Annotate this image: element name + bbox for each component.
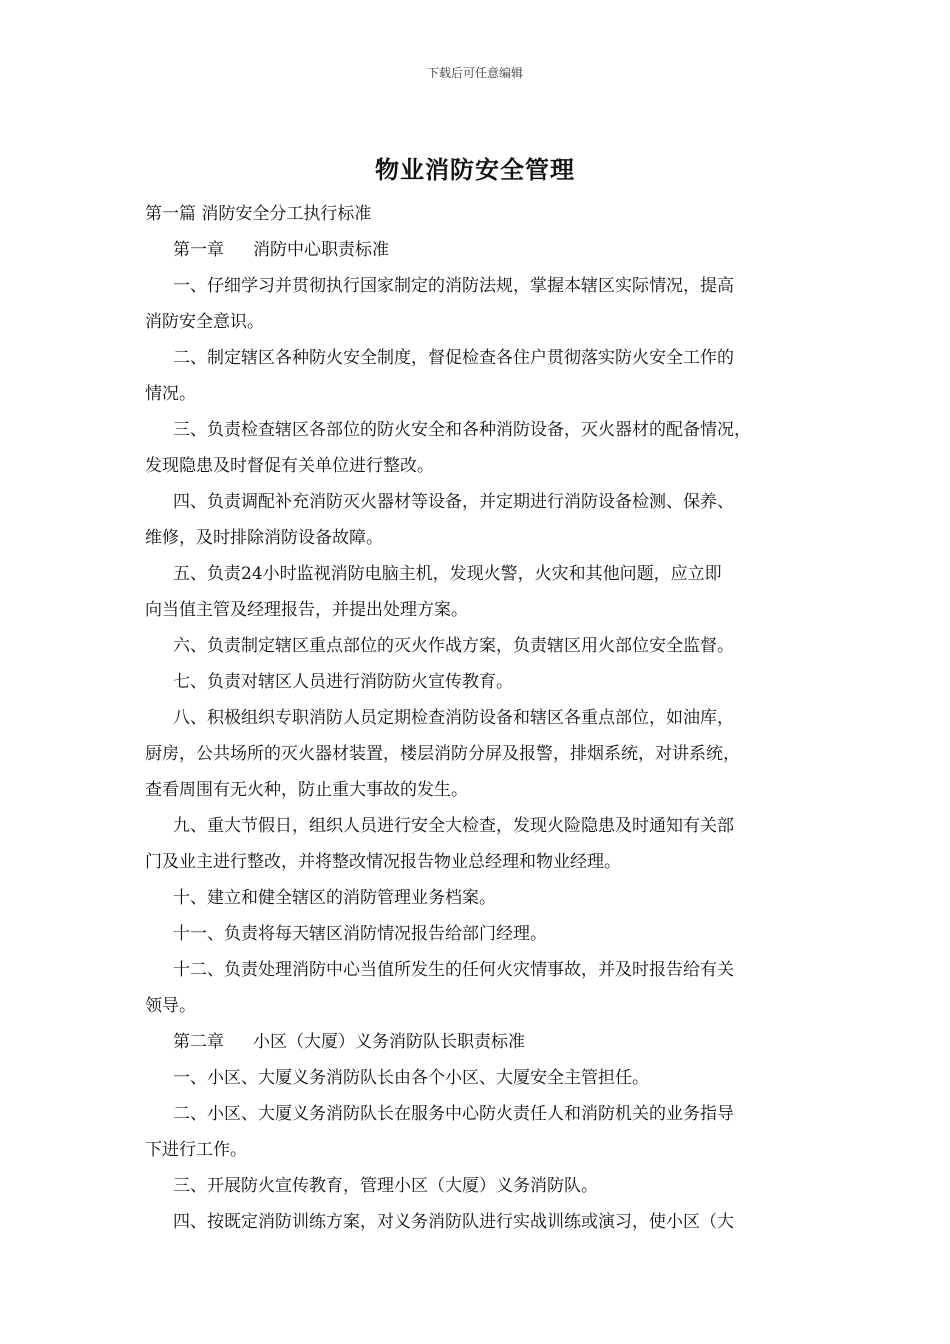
paragraph (145, 1060, 807, 1096)
paragraph-line: 门及业主进行整改，并将整改情况报告物业总经理和物业经理。 (145, 852, 621, 872)
page-header: 下载后可任意编辑 (426, 66, 523, 80)
paragraph-line: 四、按既定消防训练方案，对义务消防队进行实战训练或演习，使小区（大 (173, 1212, 734, 1232)
paragraph (145, 700, 807, 808)
paragraph (145, 664, 807, 700)
paragraph (145, 412, 807, 484)
paragraph-line: 厨房，公共场所的灭火器材装置，楼层消防分屏及报警，排烟系统，对讲系统， (145, 744, 740, 764)
paragraph-line: 三、开展防火宣传教育，管理小区（大厦）义务消防队。 (173, 1176, 598, 1196)
paragraph-line: 六、负责制定辖区重点部位的灭火作战方案，负责辖区用火部位安全监督。 (173, 636, 734, 656)
chapter-title: 小区（大厦）义务消防队长职责标准 (253, 1032, 525, 1052)
paragraph-line: 下进行工作。 (145, 1140, 247, 1160)
paragraph (145, 952, 807, 1024)
paragraph-line: 向当值主管及经理报告，并提出处理方案。 (145, 600, 468, 620)
paragraph (145, 268, 807, 340)
chapter-heading (145, 232, 807, 268)
paragraph (145, 628, 807, 664)
paragraph-line: 九、重大节假日，组织人员进行安全大检查，发现火险隐患及时通知有关部 (173, 816, 734, 836)
chapter-2-paragraphs (145, 1060, 807, 1240)
paragraph-line: 十一、负责将每天辖区消防情况报告给部门经理。 (173, 924, 547, 944)
paragraph (145, 1168, 807, 1204)
paragraph-line: 查看周围有无火种，防止重大事故的发生。 (145, 780, 468, 800)
chapter-heading (145, 1024, 807, 1060)
paragraph-line: 发现隐患及时督促有关单位进行整改。 (145, 456, 434, 476)
part-heading: 第一篇 消防安全分工执行标准 (145, 204, 372, 224)
chapter-number: 第一章 (173, 240, 224, 260)
paragraph-line: 五、负责24小时监视消防电脑主机，发现火警，火灾和其他问题，应立即 (173, 564, 722, 584)
paragraph-line: 三、负责检查辖区各部位的防火安全和各种消防设备，灭火器材的配备情况， (173, 420, 751, 440)
paragraph-line: 维修，及时排除消防设备故障。 (145, 528, 383, 548)
paragraph (145, 484, 807, 556)
paragraph (145, 1204, 807, 1240)
paragraph-line: 一、仔细学习并贯彻执行国家制定的消防法规，掌握本辖区实际情况，提高 (173, 276, 734, 296)
paragraph-line: 情况。 (145, 384, 196, 404)
chapter-number: 第二章 (173, 1032, 224, 1052)
chapter-1-paragraphs (145, 268, 807, 1024)
paragraph (145, 808, 807, 880)
paragraph-line: 一、小区、大厦义务消防队长由各个小区、大厦安全主管担任。 (173, 1068, 649, 1088)
paragraph (145, 880, 807, 916)
paragraph-line: 七、负责对辖区人员进行消防防火宣传教育。 (173, 672, 513, 692)
paragraph-line: 四、负责调配补充消防灭火器材等设备，并定期进行消防设备检测、保养、 (173, 492, 734, 512)
paragraph-line: 二、制定辖区各种防火安全制度，督促检查各住户贯彻落实防火安全工作的 (173, 348, 734, 368)
document-title: 物业消防安全管理 (375, 155, 575, 184)
paragraph-line: 领导。 (145, 996, 196, 1016)
paragraph-line: 八、积极组织专职消防人员定期检查消防设备和辖区各重点部位，如油库， (173, 708, 734, 728)
paragraph-line: 二、小区、大厦义务消防队长在服务中心防火责任人和消防机关的业务指导 (173, 1104, 734, 1124)
paragraph (145, 1096, 807, 1168)
paragraph-line: 十、建立和健全辖区的消防管理业务档案。 (173, 888, 496, 908)
chapter-title: 消防中心职责标准 (253, 240, 389, 260)
paragraph-line: 十二、负责处理消防中心当值所发生的任何火灾情事故，并及时报告给有关 (173, 960, 734, 980)
paragraph-line: 消防安全意识。 (145, 312, 264, 332)
paragraph (145, 340, 807, 412)
paragraph (145, 556, 807, 628)
document-body (145, 196, 807, 1240)
paragraph (145, 916, 807, 952)
